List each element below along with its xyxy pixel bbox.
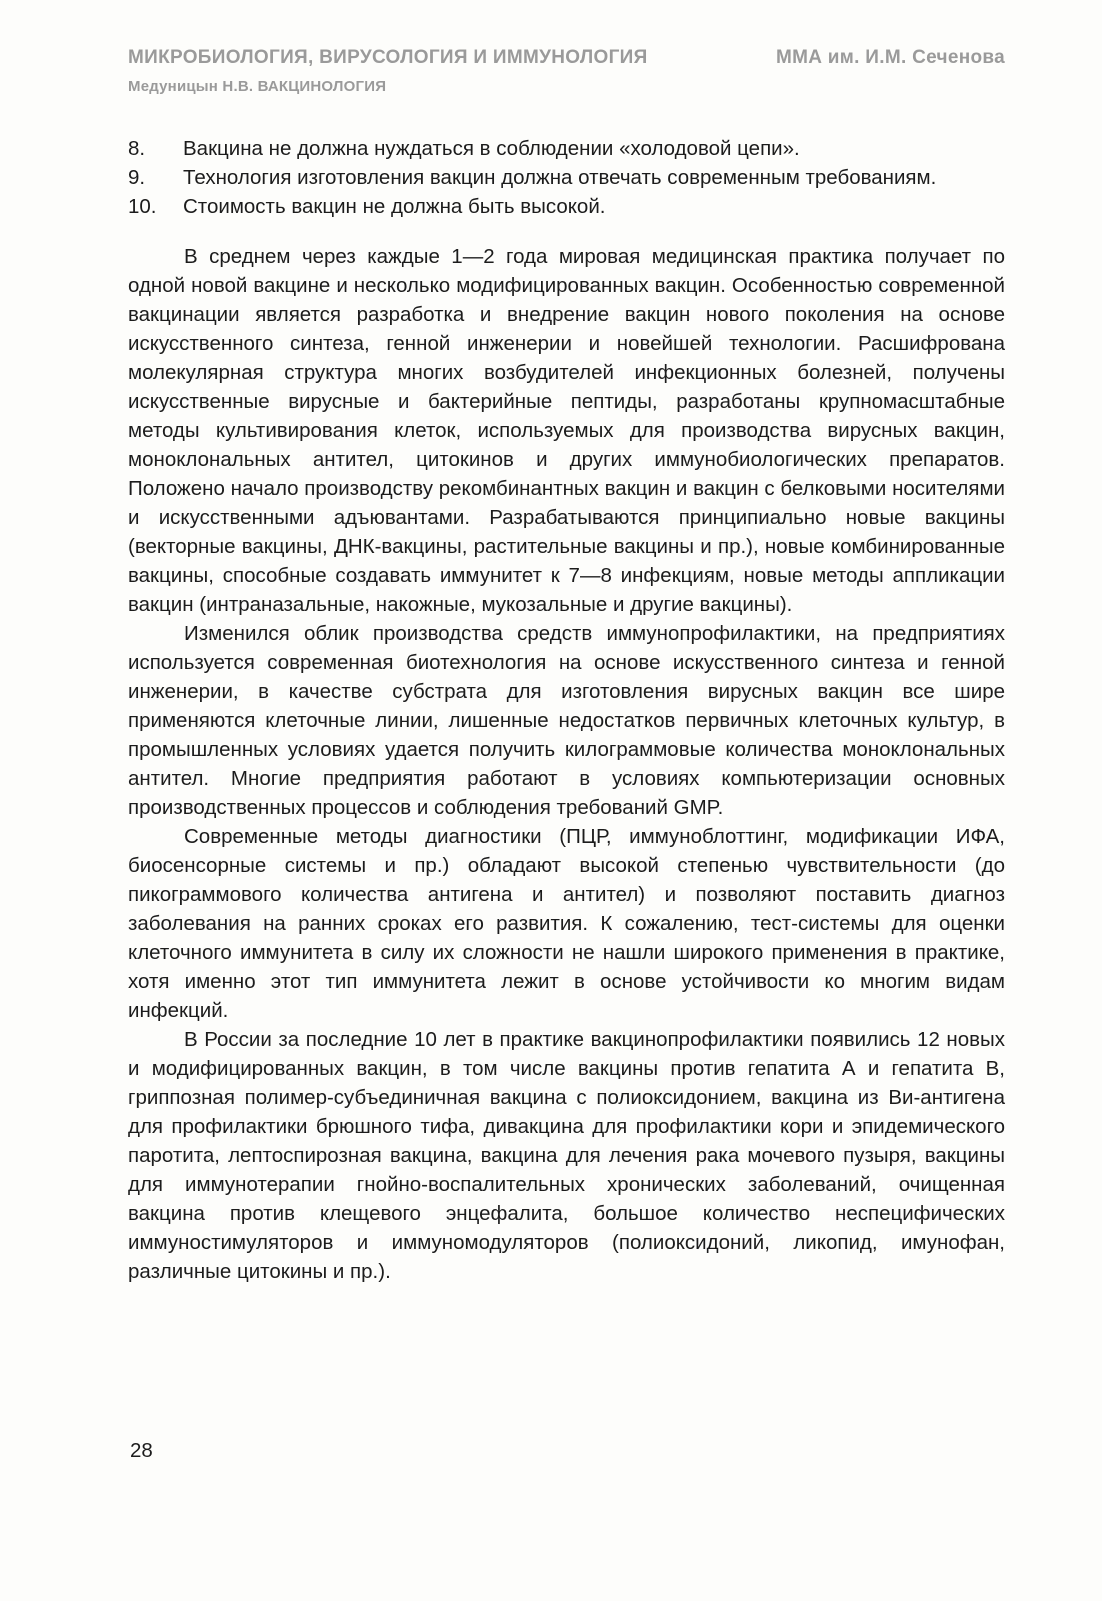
list-item-number: 9. [128,166,146,189]
paragraph: Современные методы диагностики (ПЦР, иммуноблоттинг, модификации ИФА, биосенсорные системы и пр.) обладают высокой степенью чувствительности (до пикограммового количества антигена и антител) и позволяют поставить диагноз заболевания на ранних сроках его развития. К сожалению, тест-системы для оценки клеточного иммунитета в силу их сложности не нашли широкого применения в практике, хотя именно этот тип иммунитета лежит в основе устойчивости ко многим видам инфекций. [128,825,1005,1022]
header-institution: ММА им. И.М. Сеченова [775,47,1005,68]
list-item-text: Технология изготовления вакцин должна отвечать современным требованиям. [183,166,937,189]
list-item [128,192,1005,221]
header-subtitle: Медуницын Н.В. ВАКЦИНОЛОГИЯ [128,78,387,95]
paragraph: В среднем через каждые 1—2 года мировая медицинская практика получает по одной новой вакцине и несколько модифицированных вакцин. Особенностью современной вакцинации является разработка и внедрение вакцин нового поколения на основе искусственного синтеза, генной инженерии и новейшей технологии. Расшифрована молекулярная структура многих возбудителей инфекционных болезней, получены искусственные вирусные и бактерийные пептиды, разработаны крупномасштабные методы культивирования клеток, используемых для производства вирусных вакцин, моноклональных антител, цитокинов и других иммунобиологических препаратов. Положено начало производству рекомбинантных вакцин и вакцин с белковыми носителями и искусственными адъювантами. Разрабатываются принципиально новые вакцины (векторные вакцины, ДНК-вакцины, растительные вакцины и пр.), новые комбинированные вакцины, способные создавать иммунитет к 7—8 инфекциям, новые методы аппликации вакцин (интраназальные, накожные, мукозальные и другие вакцины). [128,245,1005,616]
list-item-number: 8. [128,137,146,160]
running-header [128,46,1005,98]
page-number: 28 [130,1439,153,1462]
list-item-number: 10. [128,195,157,218]
paragraph: Изменился облик производства средств иммунопрофилактики, на предприятиях используется современная биотехнология на основе искусственного синтеза и генной инженерии, в качестве субстрата для изготовления вирусных вакцин все шире применяются клеточные линии, лишенные недостатков первичных клеточных культур, в промышленных условиях удается получить килограммовые количества моноклональных антител. Многие предприятия работают в условиях компьютеризации основных производственных процессов и соблюдения требований GMP. [128,622,1005,819]
header-title: МИКРОБИОЛОГИЯ, ВИРУСОЛОГИЯ И ИММУНОЛОГИЯ [128,47,648,68]
list-item-text: Вакцина не должна нуждаться в соблюдении «холодовой цепи». [183,137,800,160]
list-item [128,134,1005,163]
list-item-text: Стоимость вакцин не должна быть высокой. [183,195,606,218]
list-item [128,163,1005,192]
paragraph: В России за последние 10 лет в практике вакцинопрофилактики появились 12 новых и модифицированных вакцин, в том числе вакцины против гепатита А и гепатита В, гриппозная полимер-субъединичная вакцина с полиоксидонием, вакцина из Ви-антигена для профилактики брюшного тифа, дивакцина для профилактики кори и эпидемического паротита, лептоспирозная вакцина, вакцина для лечения рака мочевого пузыря, вакцины для иммунотерапии гнойно-воспалительных хронических заболеваний, очищенная вакцина против клещевого энцефалита, большое количество неспецифических иммуностимуляторов и иммуномодуляторов (полиоксидоний, ликопид, имунофан, различные цитокины и пр.). [128,1028,1005,1283]
body-text [128,134,1005,1286]
requirements-list [128,134,1005,221]
